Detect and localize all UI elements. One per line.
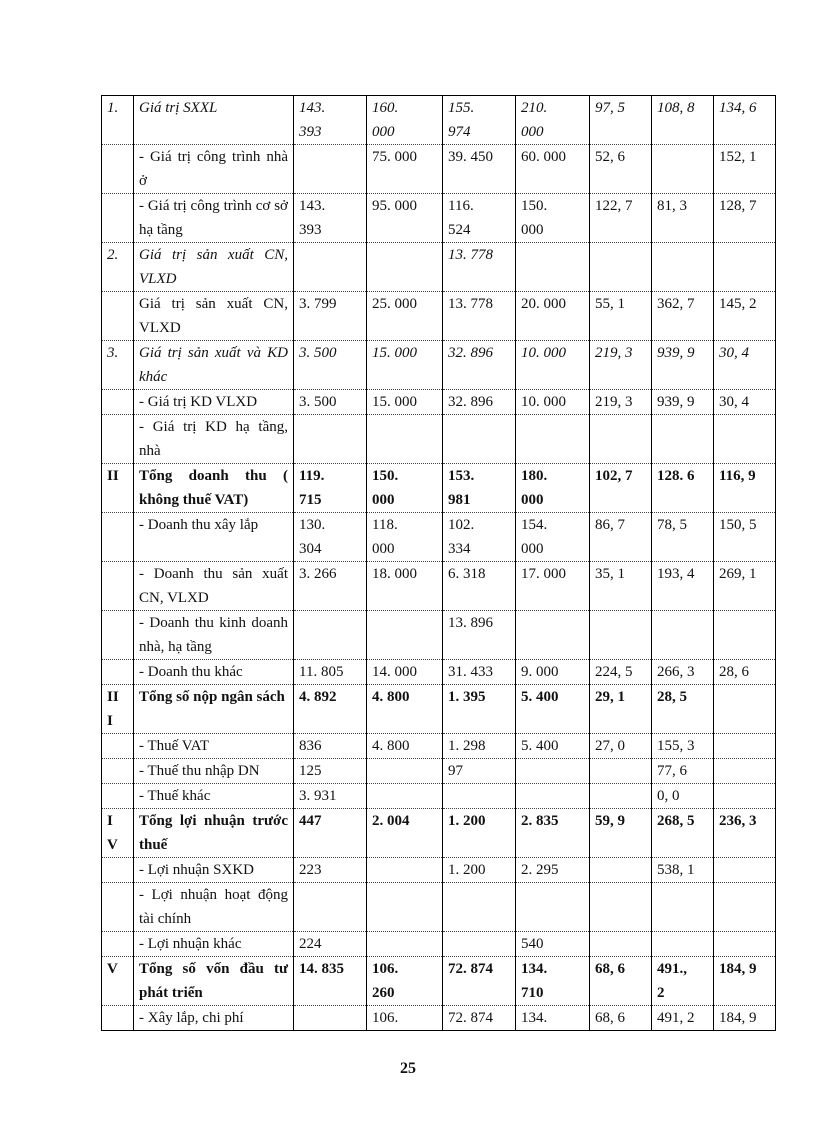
table-cell-col-8: 0, 0 [652,784,714,809]
table-cell-col-5 [443,883,516,932]
table-cell-row-index: V [102,957,134,1006]
table-row [102,145,776,194]
table-cell-col-6: 2. 295 [516,858,590,883]
table-cell-col-5: 1. 395 [443,685,516,734]
table-cell-col-7: 52, 6 [590,145,652,194]
table-cell-col-6: 5. 400 [516,685,590,734]
table-cell-row-index [102,611,134,660]
table-cell-col-4 [367,784,443,809]
table-cell-col-8 [652,243,714,292]
table-cell-col-5: 97 [443,759,516,784]
table-row [102,858,776,883]
table-cell-row-index: I V [102,809,134,858]
table-cell-col-6: 540 [516,932,590,957]
table-cell-col-9: 30, 4 [714,390,776,415]
table-cell-col-5: 102. 334 [443,513,516,562]
table-cell-col-8: 78, 5 [652,513,714,562]
table-cell-col-4: 4. 800 [367,685,443,734]
table-cell-row-index: 1. [102,96,134,145]
table-cell-col-8: 155, 3 [652,734,714,759]
table-cell-col-9 [714,611,776,660]
table-cell-col-7 [590,932,652,957]
table-cell-col-4: 14. 000 [367,660,443,685]
table-cell-col-7: 29, 1 [590,685,652,734]
table-cell-row-index [102,513,134,562]
table-cell-col-3: 3. 500 [294,390,367,415]
table-cell-row-label: Tổng số nộp ngân sách [134,685,294,734]
table-cell-col-5 [443,932,516,957]
table-cell-col-4 [367,415,443,464]
table-cell-row-index [102,562,134,611]
table-row [102,243,776,292]
table-cell-col-4 [367,611,443,660]
table-cell-col-9: 184, 9 [714,1006,776,1031]
table-row [102,932,776,957]
table-cell-col-7 [590,759,652,784]
table-cell-col-7: 59, 9 [590,809,652,858]
table-cell-col-8 [652,415,714,464]
table-row [102,562,776,611]
table-cell-col-3: 224 [294,932,367,957]
table-row [102,883,776,932]
table-cell-col-9: 150, 5 [714,513,776,562]
table-cell-row-label: - Xây lắp, chi phí [134,1006,294,1031]
table-cell-col-5: 32. 896 [443,390,516,415]
table-cell-row-label: - Giá trị KD VLXD [134,390,294,415]
table-cell-row-index [102,194,134,243]
table-row [102,784,776,809]
table-row [102,957,776,1006]
table-row [102,809,776,858]
table-cell-col-7 [590,243,652,292]
table-cell-row-label: Giá trị sản xuất CN, VLXD [134,243,294,292]
table-cell-col-5: 1. 298 [443,734,516,759]
table-cell-row-index: II [102,464,134,513]
table-cell-col-6: 5. 400 [516,734,590,759]
table-cell-col-7: 224, 5 [590,660,652,685]
table-cell-col-7: 219, 3 [590,341,652,390]
table-cell-col-5: 116. 524 [443,194,516,243]
table-cell-col-6: 150. 000 [516,194,590,243]
table-cell-col-9 [714,415,776,464]
table-cell-col-6 [516,784,590,809]
table-cell-col-6: 210. 000 [516,96,590,145]
table-cell-col-3: 143. 393 [294,194,367,243]
table-cell-row-index [102,292,134,341]
table-cell-col-9 [714,734,776,759]
table-cell-col-8 [652,611,714,660]
table-cell-col-9 [714,759,776,784]
table-cell-row-index [102,759,134,784]
table-cell-row-index [102,734,134,759]
table-cell-col-6: 60. 000 [516,145,590,194]
table-cell-col-7 [590,858,652,883]
table-cell-row-label: - Lợi nhuận khác [134,932,294,957]
table-cell-col-8: 538, 1 [652,858,714,883]
table-cell-row-index [102,1006,134,1031]
table-cell-col-3: 14. 835 [294,957,367,1006]
table-row [102,464,776,513]
table-cell-row-index [102,415,134,464]
table-row [102,390,776,415]
table-cell-col-4: 106. [367,1006,443,1031]
table-cell-col-7: 122, 7 [590,194,652,243]
table-cell-col-7: 27, 0 [590,734,652,759]
table-cell-row-label: - Giá trị công trình cơ sở hạ tầng [134,194,294,243]
table-cell-col-9: 269, 1 [714,562,776,611]
table-cell-col-4 [367,243,443,292]
table-cell-row-label: - Doanh thu xây lắp [134,513,294,562]
table-cell-col-6: 17. 000 [516,562,590,611]
table-cell-col-9: 128, 7 [714,194,776,243]
table-cell-col-9: 28, 6 [714,660,776,685]
table-cell-col-9 [714,932,776,957]
table-cell-col-9 [714,883,776,932]
table-cell-col-8: 77, 6 [652,759,714,784]
table-cell-col-8: 268, 5 [652,809,714,858]
table-cell-col-4: 4. 800 [367,734,443,759]
table-cell-col-5 [443,415,516,464]
table-cell-col-4: 106. 260 [367,957,443,1006]
table-cell-col-4: 25. 000 [367,292,443,341]
financial-table [101,95,776,1031]
table-cell-col-5: 72. 874 [443,1006,516,1031]
table-cell-col-6: 20. 000 [516,292,590,341]
table-cell-col-5: 13. 778 [443,292,516,341]
table-cell-col-7: 97, 5 [590,96,652,145]
table-cell-col-8: 193, 4 [652,562,714,611]
table-cell-col-8 [652,145,714,194]
table-cell-col-3: 836 [294,734,367,759]
table-cell-row-label: - Lợi nhuận SXKD [134,858,294,883]
table-row [102,292,776,341]
table-cell-col-6: 10. 000 [516,341,590,390]
table-cell-col-6: 134. 710 [516,957,590,1006]
table-cell-row-label: Giá trị sản xuất CN, VLXD [134,292,294,341]
table-cell-row-label: - Doanh thu kinh doanh nhà, hạ tầng [134,611,294,660]
table-cell-col-7: 86, 7 [590,513,652,562]
table-cell-row-index [102,932,134,957]
table-cell-col-3: 11. 805 [294,660,367,685]
table-row [102,1006,776,1031]
table-cell-col-4: 2. 004 [367,809,443,858]
table-cell-col-7: 68, 6 [590,957,652,1006]
table-cell-col-9: 152, 1 [714,145,776,194]
table-cell-col-4: 95. 000 [367,194,443,243]
table-cell-col-4: 160. 000 [367,96,443,145]
table-cell-col-9: 236, 3 [714,809,776,858]
table-cell-col-4: 18. 000 [367,562,443,611]
table-row [102,734,776,759]
table-cell-row-index: 2. [102,243,134,292]
table-cell-col-8: 939, 9 [652,390,714,415]
table-cell-col-6 [516,611,590,660]
table-cell-col-9: 145, 2 [714,292,776,341]
table-cell-col-9: 116, 9 [714,464,776,513]
table-cell-col-4 [367,858,443,883]
table-cell-col-7: 219, 3 [590,390,652,415]
table-cell-col-6: 9. 000 [516,660,590,685]
table-cell-col-4: 15. 000 [367,341,443,390]
table-cell-col-5: 31. 433 [443,660,516,685]
table-body [102,96,776,1031]
table-cell-col-3: 4. 892 [294,685,367,734]
table-cell-col-9 [714,858,776,883]
table-cell-col-3 [294,1006,367,1031]
table-cell-col-7: 102, 7 [590,464,652,513]
table-cell-col-6: 180. 000 [516,464,590,513]
table-cell-col-3: 143. 393 [294,96,367,145]
table-cell-col-3: 125 [294,759,367,784]
table-cell-col-9: 184, 9 [714,957,776,1006]
table-cell-row-label: - Thuế VAT [134,734,294,759]
table-cell-col-5: 39. 450 [443,145,516,194]
table-cell-col-7: 35, 1 [590,562,652,611]
table-cell-col-7 [590,415,652,464]
table-cell-col-5: 1. 200 [443,809,516,858]
table-cell-col-8 [652,883,714,932]
table-cell-col-4: 75. 000 [367,145,443,194]
table-cell-col-4: 150. 000 [367,464,443,513]
table-cell-col-7: 68, 6 [590,1006,652,1031]
table-cell-col-6: 2. 835 [516,809,590,858]
table-cell-col-5: 153. 981 [443,464,516,513]
table-cell-row-label: - Thuế thu nhập DN [134,759,294,784]
table-cell-col-8: 28, 5 [652,685,714,734]
table-cell-col-8: 362, 7 [652,292,714,341]
table-cell-row-label: Giá trị sản xuất và KD khác [134,341,294,390]
table-cell-row-index [102,145,134,194]
table-cell-row-label: Tổng doanh thu ( không thuế VAT) [134,464,294,513]
table-cell-col-5: 1. 200 [443,858,516,883]
table-cell-col-8: 266, 3 [652,660,714,685]
table-row [102,341,776,390]
table-cell-col-6 [516,415,590,464]
table-cell-col-3 [294,883,367,932]
table-cell-col-3 [294,243,367,292]
table-row [102,660,776,685]
table-cell-row-index [102,883,134,932]
table-cell-col-3: 223 [294,858,367,883]
table-cell-col-6: 10. 000 [516,390,590,415]
table-cell-row-index: II I [102,685,134,734]
table-cell-col-3: 3. 931 [294,784,367,809]
table-cell-col-7 [590,784,652,809]
table-cell-row-index [102,858,134,883]
table-cell-row-label: Tổng lợi nhuận trước thuế [134,809,294,858]
table-cell-col-3: 3. 266 [294,562,367,611]
table-cell-col-5: 72. 874 [443,957,516,1006]
table-cell-row-label: - Doanh thu khác [134,660,294,685]
table-cell-col-8: 491., 2 [652,957,714,1006]
table-row [102,611,776,660]
table-cell-row-label: Giá trị SXXL [134,96,294,145]
table-cell-col-6: 154. 000 [516,513,590,562]
table-cell-row-label: - Giá trị KD hạ tầng, nhà [134,415,294,464]
table-cell-col-8: 939, 9 [652,341,714,390]
table-cell-col-3: 3. 799 [294,292,367,341]
table-row [102,513,776,562]
table-cell-col-9: 134, 6 [714,96,776,145]
table-row [102,759,776,784]
table-cell-col-6 [516,759,590,784]
table-cell-col-6: 134. [516,1006,590,1031]
page-number: 25 [400,1060,416,1077]
table-cell-col-7 [590,883,652,932]
table-cell-col-4: 118. 000 [367,513,443,562]
table-row [102,96,776,145]
table-cell-col-3 [294,611,367,660]
table-cell-col-9 [714,685,776,734]
table-cell-col-3 [294,415,367,464]
table-cell-row-label: - Doanh thu sản xuất CN, VLXD [134,562,294,611]
table-cell-row-index [102,784,134,809]
table-cell-col-4 [367,932,443,957]
table-cell-row-label: - Lợi nhuận hoạt động tài chính [134,883,294,932]
table-row [102,415,776,464]
table-cell-row-label: Tổng số vốn đầu tư phát triển [134,957,294,1006]
table-cell-col-3: 130. 304 [294,513,367,562]
table-row [102,194,776,243]
table-cell-col-8 [652,932,714,957]
table-cell-col-7: 55, 1 [590,292,652,341]
table-cell-col-5 [443,784,516,809]
table-cell-row-index [102,660,134,685]
table-cell-col-3: 3. 500 [294,341,367,390]
table-cell-col-5: 13. 778 [443,243,516,292]
table-cell-col-3: 447 [294,809,367,858]
table-cell-col-4: 15. 000 [367,390,443,415]
table-row [102,685,776,734]
table-cell-col-8: 491, 2 [652,1006,714,1031]
table-cell-col-5: 155. 974 [443,96,516,145]
table-cell-col-6 [516,883,590,932]
table-cell-col-4 [367,759,443,784]
table-cell-row-label: - Giá trị công trình nhà ở [134,145,294,194]
table-cell-col-8: 81, 3 [652,194,714,243]
table-cell-col-3: 119. 715 [294,464,367,513]
table-cell-col-8: 108, 8 [652,96,714,145]
table-cell-row-index: 3. [102,341,134,390]
table-cell-col-5: 13. 896 [443,611,516,660]
table-cell-col-9: 30, 4 [714,341,776,390]
table-cell-col-5: 6. 318 [443,562,516,611]
table-cell-col-4 [367,883,443,932]
table-cell-col-7 [590,611,652,660]
table-cell-col-8: 128. 6 [652,464,714,513]
table-cell-col-5: 32. 896 [443,341,516,390]
table-cell-col-6 [516,243,590,292]
table-cell-row-index [102,390,134,415]
table-cell-col-9 [714,243,776,292]
table-cell-col-3 [294,145,367,194]
table-cell-col-9 [714,784,776,809]
table-cell-row-label: - Thuế khác [134,784,294,809]
